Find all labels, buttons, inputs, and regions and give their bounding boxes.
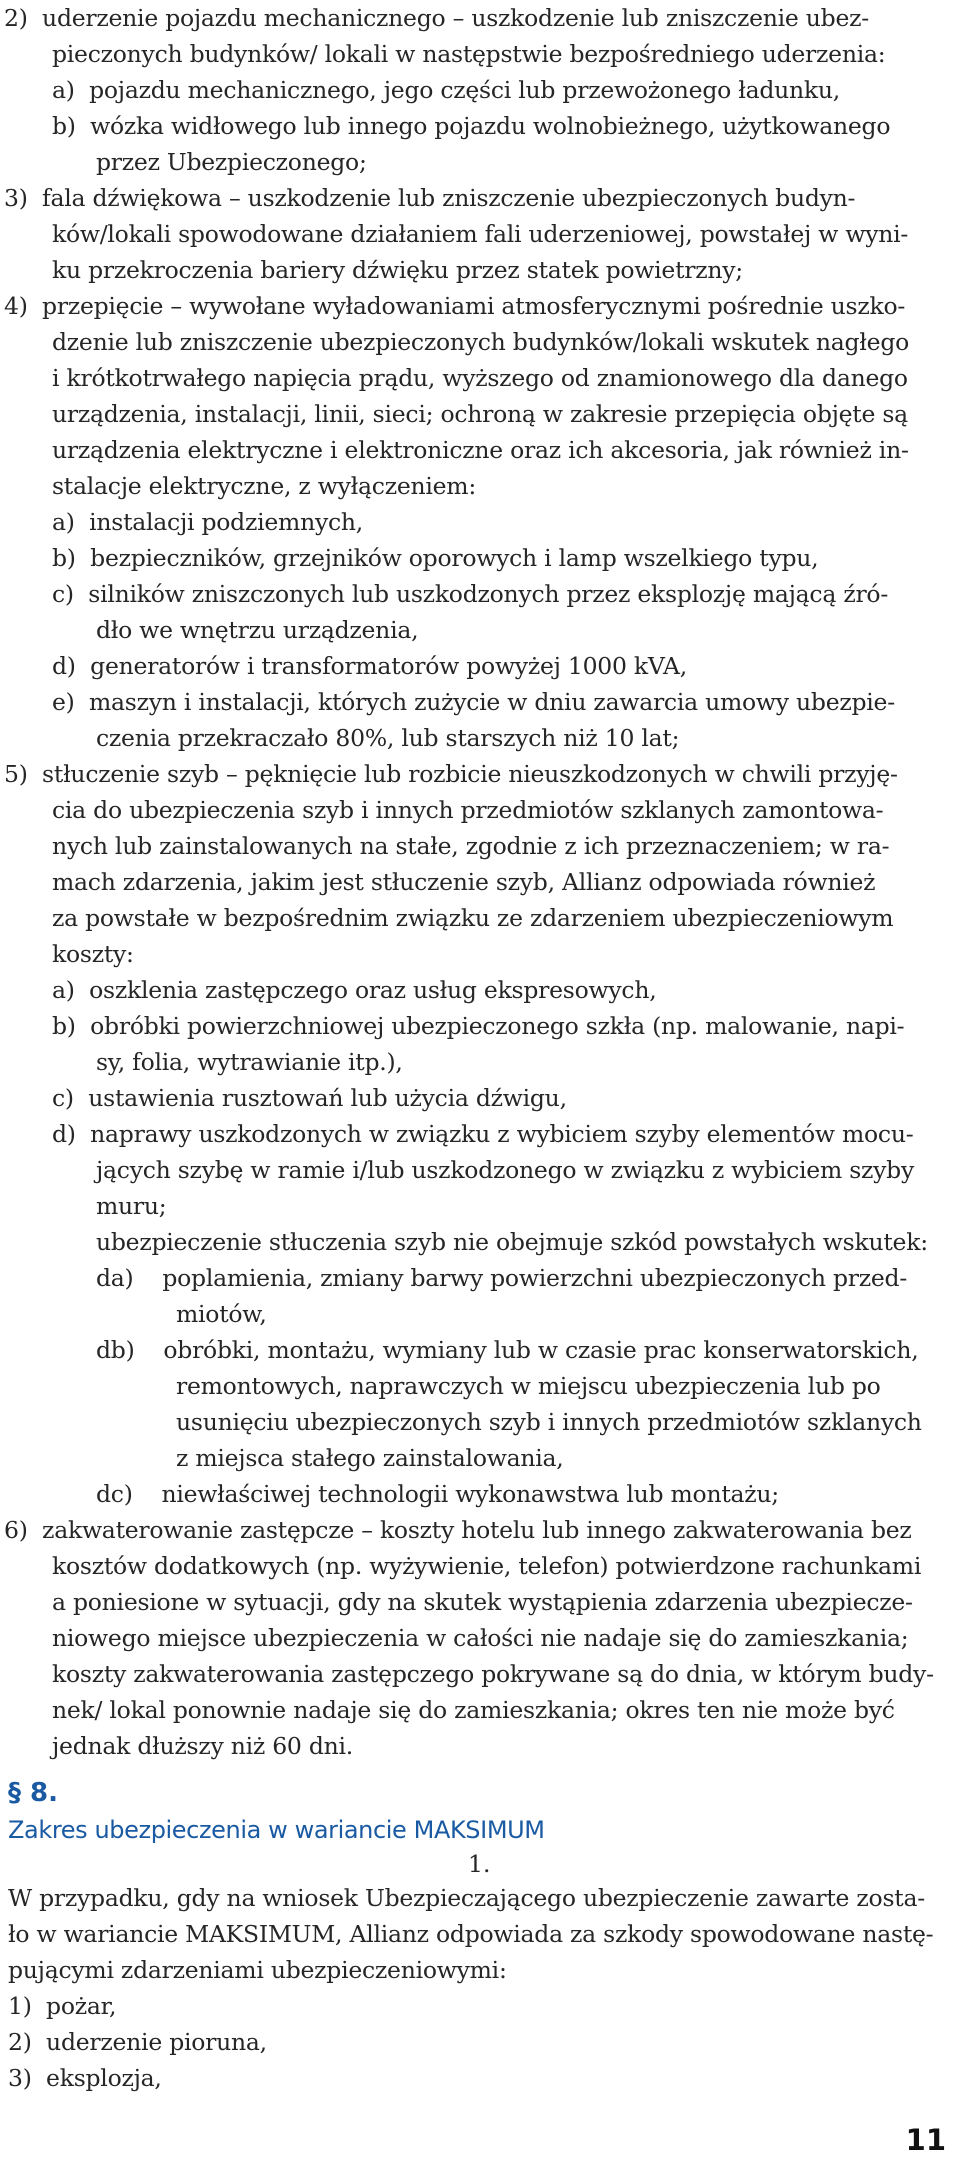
text-line: czenia przekraczało 80%, lub starszych niż 10 lat; (96, 724, 680, 752)
text-line: ubezpieczenie stłuczenia szyb nie obejmuje szkód powstałych wskutek: (96, 1228, 928, 1256)
section-title: Zakres ubezpieczenia w wariancie MAKSIMUM (8, 1816, 545, 1844)
text-line: pującymi zdarzeniami ubezpieczeniowymi: (8, 1956, 507, 1984)
text-line: a) oszklenia zastępczego oraz usług ekspresowych, (52, 976, 657, 1004)
text-line: 6) zakwaterowanie zastępcze – koszty hotelu lub innego zakwaterowania bez (4, 1516, 912, 1544)
text-line: z miejsca stałego zainstalowania, (176, 1444, 564, 1472)
text-line: pieczonych budynków/ lokali w następstwie bezpośredniego uderzenia: (52, 40, 886, 68)
text-line: b) bezpieczników, grzejników oporowych i lamp wszelkiego typu, (52, 544, 819, 572)
text-line: 4) przepięcie – wywołane wyładowaniami atmosferycznymi pośrednie uszko- (4, 292, 906, 320)
text-line: kosztów dodatkowych (np. wyżywienie, telefon) potwierdzone rachunkami (52, 1552, 922, 1580)
text-line: koszty: (52, 940, 134, 968)
text-line: sy, folia, wytrawianie itp.), (96, 1048, 403, 1076)
text-line: niowego miejsce ubezpieczenia w całości nie nadaje się do zamieszkania; (52, 1624, 909, 1652)
text-line: mach zdarzenia, jakim jest stłuczenie szyb, Allianz odpowiada również (52, 868, 876, 896)
text-line: jednak dłuższy niż 60 dni. (52, 1732, 353, 1760)
text-line: za powstałe w bezpośrednim związku ze zdarzeniem ubezpieczeniowym (52, 904, 894, 932)
text-line: dło we wnętrzu urządzenia, (96, 616, 419, 644)
text-line: b) obróbki powierzchniowej ubezpieczonego szkła (np. malowanie, napi- (52, 1012, 905, 1040)
page-number: 11 (905, 2123, 946, 2157)
text-line: a) instalacji podziemnych, (52, 508, 363, 536)
text-line: 3) fala dźwiękowa – uszkodzenie lub zniszczenie ubezpieczonych budyn- (4, 184, 856, 212)
text-line: b) wózka widłowego lub innego pojazdu wolnobieżnego, użytkowanego (52, 112, 891, 140)
text-line: przez Ubezpieczonego; (96, 148, 367, 176)
text-line: nych lub zainstalowanych na stałe, zgodnie z ich przeznaczeniem; w ra- (52, 832, 890, 860)
section-number: § 8. (8, 1778, 59, 1808)
text-line: a) pojazdu mechanicznego, jego części lub przewożonego ładunku, (52, 76, 841, 104)
text-line: d) naprawy uszkodzonych w związku z wybiciem szyby elementów mocu- (52, 1120, 914, 1148)
text-line: i krótkotrwałego napięcia prądu, wyższego od znamionowego dla danego (52, 364, 908, 392)
text-line: a poniesione w sytuacji, gdy na skutek wystąpienia zdarzenia ubezpiecze- (52, 1588, 913, 1616)
text-line: urządzenia elektryczne i elektroniczne oraz ich akcesoria, jak również in- (52, 436, 909, 464)
text-line: dc) niewłaściwej technologii wykonawstwa lub montażu; (96, 1480, 779, 1508)
text-line: jących szybę w ramie i/lub uszkodzonego w związku z wybiciem szyby (96, 1156, 914, 1184)
text-line: da) poplamienia, zmiany barwy powierzchni ubezpieczonych przed- (96, 1264, 908, 1292)
text-line: dzenie lub zniszczenie ubezpieczonych budynków/lokali wskutek nagłego (52, 328, 910, 356)
text-line: 2) uderzenie pojazdu mechanicznego – uszkodzenie lub zniszczenie ubez- (4, 4, 869, 32)
text-line: e) maszyn i instalacji, których zużycie w dniu zawarcia umowy ubezpie- (52, 688, 895, 716)
text-line: cia do ubezpieczenia szyb i innych przedmiotów szklanych zamontowa- (52, 796, 884, 824)
text-line: W przypadku, gdy na wniosek Ubezpieczającego ubezpieczenie zawarte zosta- (8, 1884, 925, 1912)
text-line: muru; (96, 1192, 167, 1220)
text-line: 3) eksplozja, (8, 2064, 162, 2092)
text-line: ło w wariancie MAKSIMUM, Allianz odpowiada za szkody spowodowane nastę- (8, 1920, 934, 1948)
text-line: 5) stłuczenie szyb – pęknięcie lub rozbicie nieuszkodzonych w chwili przyję- (4, 760, 898, 788)
text-line: d) generatorów i transformatorów powyżej 1000 kVA, (52, 652, 687, 680)
text-line: remontowych, naprawczych w miejscu ubezpieczenia lub po (176, 1372, 881, 1400)
text-line: ku przekroczenia bariery dźwięku przez statek powietrzny; (52, 256, 743, 284)
text-line: usunięciu ubezpieczonych szyb i innych przedmiotów szklanych (176, 1408, 922, 1436)
text-line: stalacje elektryczne, z wyłączeniem: (52, 472, 476, 500)
text-line: c) ustawienia rusztowań lub użycia dźwigu, (52, 1084, 567, 1112)
text-line: miotów, (176, 1300, 267, 1328)
text-line: ków/lokali spowodowane działaniem fali uderzeniowej, powstałej w wyni- (52, 220, 909, 248)
paragraph-number: 1. (468, 1850, 491, 1878)
text-line: 1) pożar, (8, 1992, 117, 2020)
text-line: db) obróbki, montażu, wymiany lub w czasie prac konserwatorskich, (96, 1336, 919, 1364)
text-line: 2) uderzenie pioruna, (8, 2028, 267, 2056)
text-line: nek/ lokal ponownie nadaje się do zamieszkania; okres ten nie może być (52, 1696, 895, 1724)
text-line: c) silników zniszczonych lub uszkodzonych przez eksplozję mającą źró- (52, 580, 889, 608)
text-line: urządzenia, instalacji, linii, sieci; ochroną w zakresie przepięcia objęte są (52, 400, 908, 428)
text-line: koszty zakwaterowania zastępczego pokrywane są do dnia, w którym budy- (52, 1660, 934, 1688)
